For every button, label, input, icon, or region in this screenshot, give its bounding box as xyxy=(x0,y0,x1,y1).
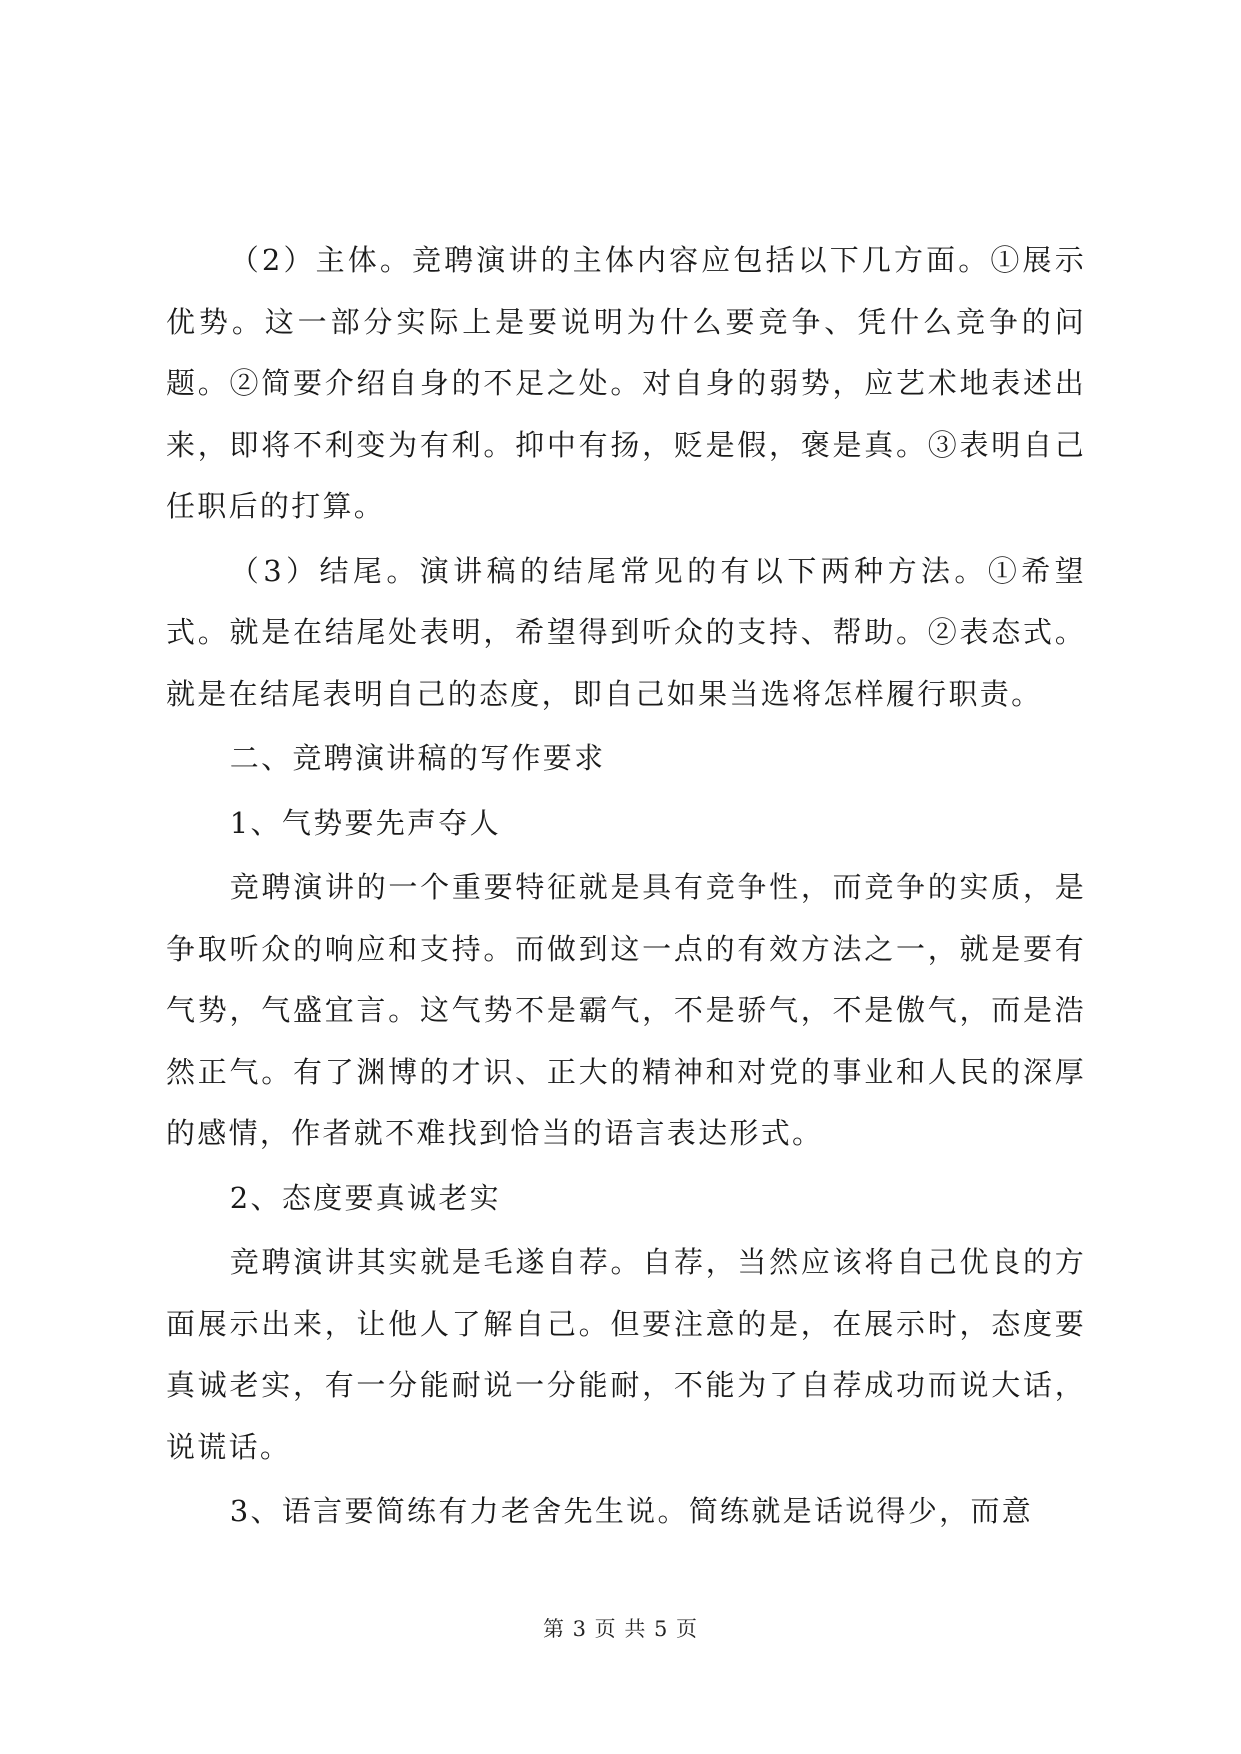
paragraph-momentum: 竞聘演讲的一个重要特征就是具有竞争性，而竞争的实质，是争取听众的响应和支持。而做到这一点的有效方法之一，就是要有气势，气盛宜言。这气势不是霸气，不是骄气，不是傲气，而是浩然正气。有了渊博的才识、正大的精神和对党的事业和人民的深厚的感情，作者就不难找到恰当的语言表达形式。 xyxy=(166,870,1086,1150)
subheading-sincerity: 2、态度要真诚老实 xyxy=(229,1180,501,1215)
paragraph-body-structure: （2）主体。竞聘演讲的主体内容应包括以下几方面。①展示优势。这一部分实际上是要说明为什么要竞争、凭什么竞争的问题。②简要介绍自身的不足之处。对自身的弱势，应艺术地表述出来，即将不利变为有利。抑中有扬，贬是假，褒是真。③表明自己任职后的打算。 xyxy=(166,243,1086,523)
page-number-footer: 第 3 页 共 5 页 xyxy=(542,1617,699,1641)
paragraph-ending-structure: （3）结尾。演讲稿的结尾常见的有以下两种方法。①希望式。就是在结尾处表明，希望得到听众的支持、帮助。②表态式。就是在结尾表明自己的态度，即自己如果当选将怎样履行职责。 xyxy=(166,553,1086,711)
subheading-momentum: 1、气势要先声夺人 xyxy=(229,805,501,840)
section-heading-writing-requirements: 二、竞聘演讲稿的写作要求 xyxy=(229,741,606,775)
document-body xyxy=(166,230,1086,1546)
paragraph-concise-language: 3、语言要简练有力老舍先生说。简练就是话说得少，而意 xyxy=(229,1494,1034,1528)
paragraph-sincerity: 竞聘演讲其实就是毛遂自荐。自荐，当然应该将自己优良的方面展示出来，让他人了解自己。但要注意的是，在展示时，态度要真诚老实，有一分能耐说一分能耐，不能为了自荐成功而说大话，说谎话。 xyxy=(166,1245,1086,1464)
